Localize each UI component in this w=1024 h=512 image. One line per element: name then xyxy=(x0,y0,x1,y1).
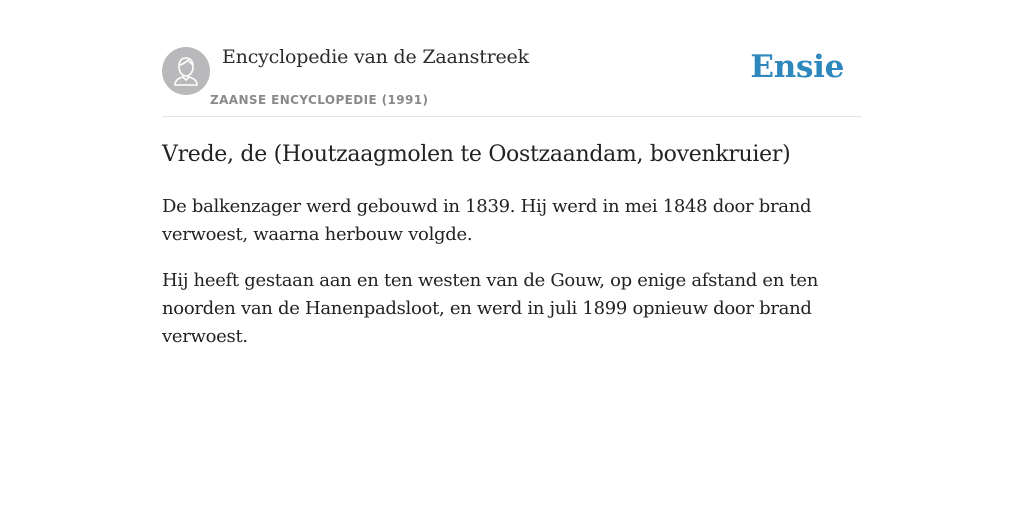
brand-logo-link[interactable]: Ensie xyxy=(750,49,844,85)
article-title: Vrede, de (Houtzaagmolen te Oostzaandam, bovenkruier) xyxy=(162,142,791,167)
user-icon xyxy=(162,47,210,95)
source-subtitle: ZAANSE ENCYCLOPEDIE (1991) xyxy=(210,93,429,107)
source-header xyxy=(162,46,862,117)
article-body xyxy=(162,139,862,369)
article-paragraph-2: Hij heeft gestaan aan en ten westen van de Gouw, op enige afstand en ten noorden van de Hanenpadsloot, en werd in juli 1899 opnieuw door brand verwoest. xyxy=(162,270,819,347)
avatar[interactable] xyxy=(162,47,210,95)
source-title-link[interactable]: Encyclopedie van de Zaanstreek xyxy=(222,46,529,68)
article-paragraph-1: De balkenzager werd gebouwd in 1839. Hij werd in mei 1848 door brand verwoest, waarna herbouw volgde. xyxy=(162,196,812,245)
